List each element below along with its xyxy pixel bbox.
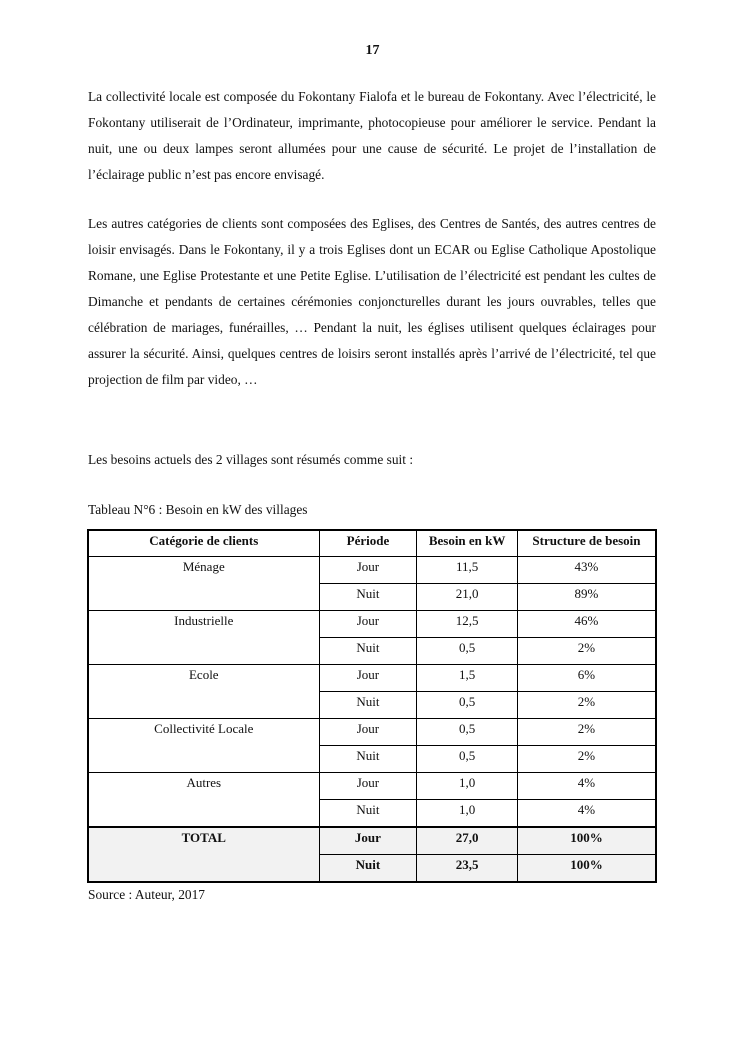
structure-cell: 2% — [517, 638, 656, 665]
table-row — [88, 773, 656, 800]
kw-cell: 12,5 — [417, 611, 518, 638]
category-collectivite-locale: Collectivité Locale — [88, 719, 319, 773]
period-cell: Jour — [319, 827, 417, 855]
table-caption: Tableau N°6 : Besoin en kW des villages — [88, 502, 308, 517]
structure-cell: 2% — [517, 692, 656, 719]
besoin-table — [87, 529, 657, 883]
period-cell: Nuit — [319, 855, 417, 883]
paragraph-autres-categories: Les autres catégories de clients sont composées des Eglises, des Centres de Santés, des autres centres de loisir envisagés. Dans le Fokontany, il y a trois Eglises dont un ECAR ou Eglise Catholique Apostolique Romane, une Eglise Protestante et une Petite Eglise. L’utilisation de l’électricité est pendant les cultes de Dimanche et pendants de certaines cérémonies conjoncturelles durant les jours ouvrables, telles que célébration de mariages, funérailles, … Pendant la nuit, les églises utilisent quelques éclairages pour assurer la sécurité. Ainsi, quelques centres de loisirs seront installés après l’arrivé de l’électricité, tel que projection de film par video, … — [88, 216, 656, 387]
table-row — [88, 611, 656, 638]
category-ecole: Ecole — [88, 665, 319, 719]
category-industrielle: Industrielle — [88, 611, 319, 665]
structure-cell: 4% — [517, 800, 656, 828]
kw-cell: 27,0 — [417, 827, 518, 855]
kw-cell: 0,5 — [417, 638, 518, 665]
table-source: Source : Auteur, 2017 — [88, 887, 205, 902]
structure-cell: 2% — [517, 746, 656, 773]
structure-cell: 100% — [517, 855, 656, 883]
category-total: TOTAL — [88, 827, 319, 882]
structure-cell: 100% — [517, 827, 656, 855]
header-periode: Période — [319, 530, 417, 557]
header-categorie: Catégorie de clients — [88, 530, 319, 557]
structure-cell: 43% — [517, 557, 656, 584]
table-row — [88, 665, 656, 692]
table-header-row — [88, 530, 656, 557]
period-cell: Jour — [319, 773, 417, 800]
paragraph-collectivite: La collectivité locale est composée du Fokontany Fialofa et le bureau de Fokontany. Avec l’électricité, le Fokontany utiliserait de l’Ordinateur, imprimante, photocopieuse pour améliorer le service. Pendant la nuit, une ou deux lampes seront allumées pour une cause de sécurité. Le projet de l’installation de l’éclairage public n’est pas encore envisagé. — [88, 89, 656, 182]
kw-cell: 1,0 — [417, 800, 518, 828]
structure-cell: 46% — [517, 611, 656, 638]
kw-cell: 0,5 — [417, 719, 518, 746]
kw-cell: 11,5 — [417, 557, 518, 584]
structure-cell: 4% — [517, 773, 656, 800]
paragraph-besoins-intro: Les besoins actuels des 2 villages sont résumés comme suit : — [88, 452, 414, 467]
period-cell: Nuit — [319, 746, 417, 773]
category-menage: Ménage — [88, 557, 319, 611]
period-cell: Nuit — [319, 638, 417, 665]
period-cell: Nuit — [319, 692, 417, 719]
structure-cell: 6% — [517, 665, 656, 692]
kw-cell: 1,5 — [417, 665, 518, 692]
structure-cell: 2% — [517, 719, 656, 746]
kw-cell: 21,0 — [417, 584, 518, 611]
header-structure: Structure de besoin — [517, 530, 656, 557]
period-cell: Jour — [319, 719, 417, 746]
table-row — [88, 719, 656, 746]
page-number: 17 — [365, 43, 380, 58]
kw-cell: 1,0 — [417, 773, 518, 800]
table-row — [88, 557, 656, 584]
category-autres: Autres — [88, 773, 319, 828]
structure-cell: 89% — [517, 584, 656, 611]
header-besoin-kw: Besoin en kW — [417, 530, 518, 557]
period-cell: Nuit — [319, 800, 417, 828]
total-row — [88, 827, 656, 855]
period-cell: Jour — [319, 557, 417, 584]
period-cell: Jour — [319, 665, 417, 692]
kw-cell: 23,5 — [417, 855, 518, 883]
kw-cell: 0,5 — [417, 746, 518, 773]
period-cell: Nuit — [319, 584, 417, 611]
period-cell: Jour — [319, 611, 417, 638]
kw-cell: 0,5 — [417, 692, 518, 719]
